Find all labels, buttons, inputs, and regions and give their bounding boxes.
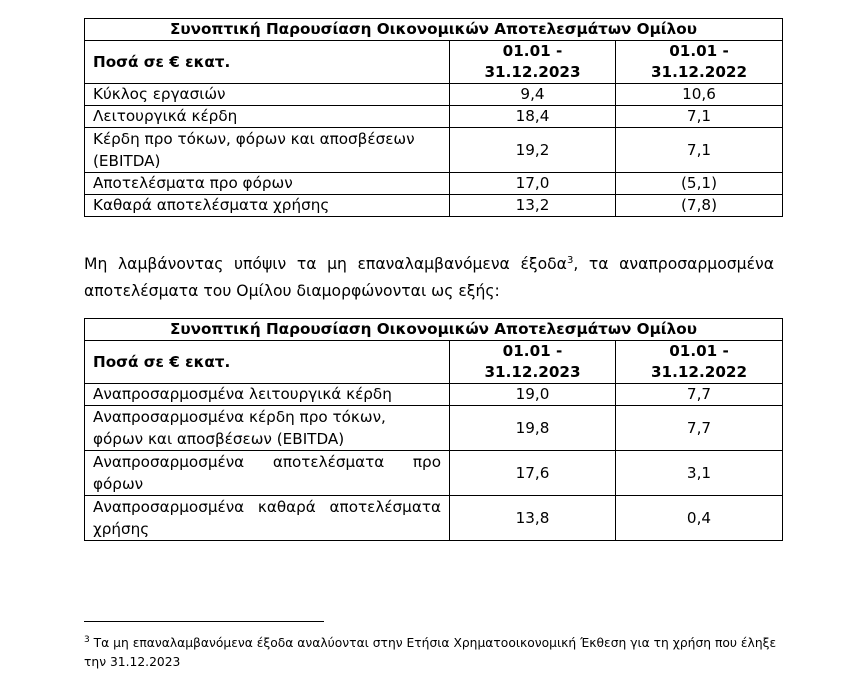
row-label-line-1: Αναπροσαρμοσμένα κέρδη προ τόκων,	[93, 408, 386, 426]
table-title: Συνοπτική Παρουσίαση Οικονομικών Αποτελεσμάτων Ομίλου	[85, 319, 783, 341]
paragraph-text-start: Μη λαμβάνοντας υπόψιν τα μη επαναλαμβανόμενα έξοδα	[84, 255, 567, 273]
column-header-2022: 01.01 - 31.12.2022	[616, 341, 783, 384]
column-header-amounts: Ποσά σε € εκατ.	[85, 341, 450, 384]
table-row	[85, 173, 783, 195]
row-label-line-1: Κέρδη προ τόκων, φόρων και αποσβέσεων	[93, 130, 415, 148]
table-header-row	[85, 341, 783, 384]
footnote	[84, 634, 784, 672]
paragraph-text-end: , τα αναπροσαρμοσμένα αποτελέσματα του Ομίλου διαμορφώνονται ως εξής:	[84, 255, 774, 300]
table-title: Συνοπτική Παρουσίαση Οικονομικών Αποτελεσμάτων Ομίλου	[85, 19, 783, 41]
table-row	[85, 384, 783, 406]
value-2022: (5,1)	[616, 173, 783, 195]
table-row	[85, 195, 783, 217]
column-header-2022: 01.01 - 31.12.2022	[616, 41, 783, 84]
footnote-reference: 3	[566, 254, 574, 266]
value-2023: 19,0	[450, 384, 616, 406]
value-2022: 7,1	[616, 128, 783, 173]
row-label: Λειτουργικά κέρδη	[85, 106, 450, 128]
column-header-amounts: Ποσά σε € εκατ.	[85, 41, 450, 84]
table-row	[85, 451, 783, 496]
table-row	[85, 128, 783, 173]
footnote-text: Τα μη επαναλαμβανόμενα έξοδα αναλύονται στην Ετήσια Χρηματοοικονομική Έκθεση για τη χρήση που έληξε την 31.12.2023	[84, 636, 777, 669]
value-2023: 19,8	[450, 406, 616, 451]
value-2022: 0,4	[616, 496, 783, 541]
row-label-line-2: φόρων	[93, 475, 144, 493]
value-2022: 3,1	[616, 451, 783, 496]
footnote-number: 3	[84, 634, 90, 645]
row-label: Καθαρά αποτελέσματα χρήσης	[85, 195, 450, 217]
value-2022: 10,6	[616, 84, 783, 106]
row-label-line-1: Αναπροσαρμοσμένα αποτελέσματα προ	[93, 453, 441, 471]
value-2022: 7,7	[616, 384, 783, 406]
value-2023: 17,6	[450, 451, 616, 496]
table-header-row	[85, 41, 783, 84]
footnote-separator	[84, 621, 324, 622]
value-2023: 18,4	[450, 106, 616, 128]
row-label-line-2: (EBITDA)	[93, 152, 161, 170]
row-label: Αναπροσαρμοσμένα λειτουργικά κέρδη	[85, 384, 450, 406]
table-row	[85, 84, 783, 106]
value-2022: (7,8)	[616, 195, 783, 217]
value-2022: 7,1	[616, 106, 783, 128]
body-paragraph	[84, 251, 774, 305]
table-row	[85, 406, 783, 451]
table-row	[85, 106, 783, 128]
column-header-2023: 01.01 - 31.12.2023	[450, 41, 616, 84]
row-label	[85, 406, 450, 451]
value-2023: 17,0	[450, 173, 616, 195]
value-2023: 13,2	[450, 195, 616, 217]
row-label-line-1: Αναπροσαρμοσμένα καθαρά αποτελέσματα	[93, 498, 441, 516]
value-2023: 19,2	[450, 128, 616, 173]
column-header-2023: 01.01 - 31.12.2023	[450, 341, 616, 384]
value-2023: 9,4	[450, 84, 616, 106]
row-label	[85, 451, 450, 496]
row-label-line-2: χρήσης	[93, 520, 150, 538]
results-table-1	[84, 18, 783, 217]
value-2022: 7,7	[616, 406, 783, 451]
row-label-line-2: φόρων και αποσβέσεων (EBITDA)	[93, 430, 345, 448]
row-label: Κύκλος εργασιών	[85, 84, 450, 106]
table-row	[85, 496, 783, 541]
results-table-2	[84, 318, 783, 541]
row-label	[85, 128, 450, 173]
value-2023: 13,8	[450, 496, 616, 541]
row-label: Αποτελέσματα προ φόρων	[85, 173, 450, 195]
row-label	[85, 496, 450, 541]
